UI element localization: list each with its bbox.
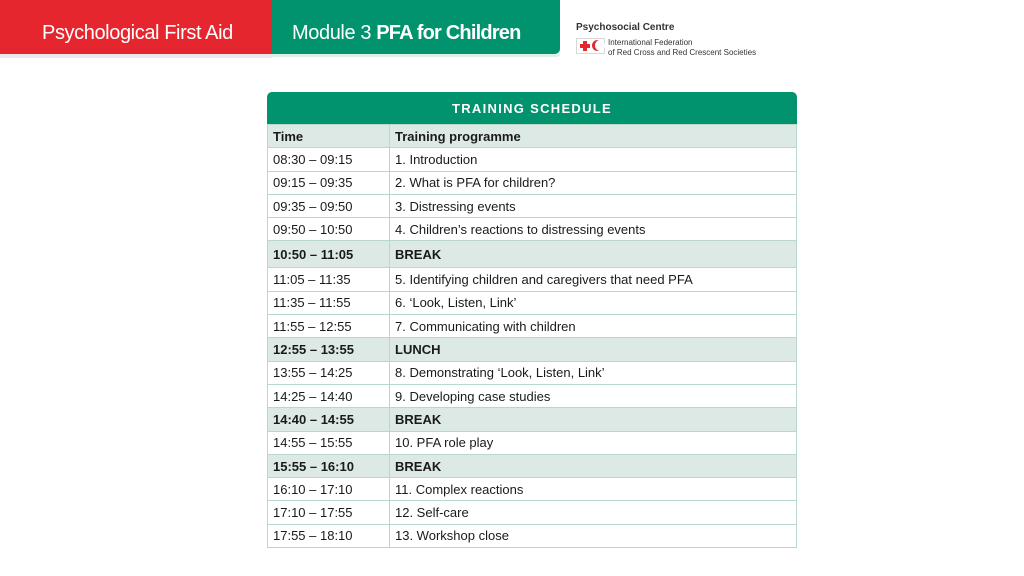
table-row — [268, 361, 797, 384]
table-row — [268, 241, 797, 268]
table-row — [268, 315, 797, 338]
red-cross-icon — [580, 41, 590, 51]
row-time: 08:30 – 09:15 — [268, 148, 390, 171]
row-programme: BREAK — [390, 241, 797, 268]
row-time: 16:10 – 17:10 — [268, 478, 390, 501]
row-time: 09:35 – 09:50 — [268, 194, 390, 217]
row-programme: 8. Demonstrating ‘Look, Listen, Link’ — [390, 361, 797, 384]
course-tab-shadow — [0, 54, 272, 58]
psychosocial-centre-logo — [576, 22, 776, 62]
emblem-box — [576, 38, 605, 54]
row-programme: 6. ‘Look, Listen, Link’ — [390, 291, 797, 314]
row-programme: LUNCH — [390, 338, 797, 361]
module-prefix: Module 3 — [292, 22, 372, 44]
row-time: 10:50 – 11:05 — [268, 241, 390, 268]
table-row — [268, 454, 797, 477]
row-time: 11:05 – 11:35 — [268, 268, 390, 291]
row-programme: 2. What is PFA for children? — [390, 171, 797, 194]
row-programme: 5. Identifying children and caregivers that need PFA — [390, 268, 797, 291]
schedule-title: TRAINING SCHEDULE — [267, 92, 797, 124]
module-tab-shadow — [272, 54, 560, 57]
module-tab — [272, 0, 560, 54]
training-schedule — [267, 92, 797, 548]
schedule-table — [267, 124, 797, 548]
row-time: 09:50 – 10:50 — [268, 218, 390, 241]
row-time: 13:55 – 14:25 — [268, 361, 390, 384]
row-time: 14:55 – 15:55 — [268, 431, 390, 454]
row-programme: BREAK — [390, 408, 797, 431]
row-time: 11:55 – 12:55 — [268, 315, 390, 338]
row-programme: 7. Communicating with children — [390, 315, 797, 338]
header — [0, 0, 1024, 56]
header-programme: Training programme — [390, 125, 797, 148]
table-row — [268, 501, 797, 524]
table-row — [268, 291, 797, 314]
row-time: 15:55 – 16:10 — [268, 454, 390, 477]
row-programme: 11. Complex reactions — [390, 478, 797, 501]
row-programme: 1. Introduction — [390, 148, 797, 171]
header-time: Time — [268, 125, 390, 148]
table-row — [268, 268, 797, 291]
row-time: 09:15 – 09:35 — [268, 171, 390, 194]
row-time: 17:10 – 17:55 — [268, 501, 390, 524]
logo-line-2: of Red Cross and Red Crescent Societies — [608, 48, 757, 57]
table-row — [268, 431, 797, 454]
row-programme: 13. Workshop close — [390, 524, 797, 547]
row-time: 14:25 – 14:40 — [268, 384, 390, 407]
row-programme: 9. Developing case studies — [390, 384, 797, 407]
row-programme: 12. Self-care — [390, 501, 797, 524]
table-row — [268, 171, 797, 194]
table-row — [268, 408, 797, 431]
table-row — [268, 148, 797, 171]
schedule-table-body — [268, 125, 797, 548]
table-row — [268, 384, 797, 407]
course-title: Psychological First Aid — [42, 22, 233, 44]
table-row — [268, 524, 797, 547]
logo-title: Psychosocial Centre — [576, 22, 675, 33]
logo-line-1: International Federation — [608, 38, 693, 47]
row-time: 17:55 – 18:10 — [268, 524, 390, 547]
table-row — [268, 338, 797, 361]
course-title-tab — [0, 0, 272, 54]
row-programme: 4. Children’s reactions to distressing events — [390, 218, 797, 241]
module-name: PFA for Children — [376, 22, 521, 44]
row-time: 11:35 – 11:55 — [268, 291, 390, 314]
row-time: 12:55 – 13:55 — [268, 338, 390, 361]
row-time: 14:40 – 14:55 — [268, 408, 390, 431]
table-header-row — [268, 125, 797, 148]
row-programme: 3. Distressing events — [390, 194, 797, 217]
row-programme: BREAK — [390, 454, 797, 477]
row-programme: 10. PFA role play — [390, 431, 797, 454]
table-row — [268, 218, 797, 241]
table-row — [268, 194, 797, 217]
red-crescent-icon — [592, 40, 603, 51]
table-row — [268, 478, 797, 501]
